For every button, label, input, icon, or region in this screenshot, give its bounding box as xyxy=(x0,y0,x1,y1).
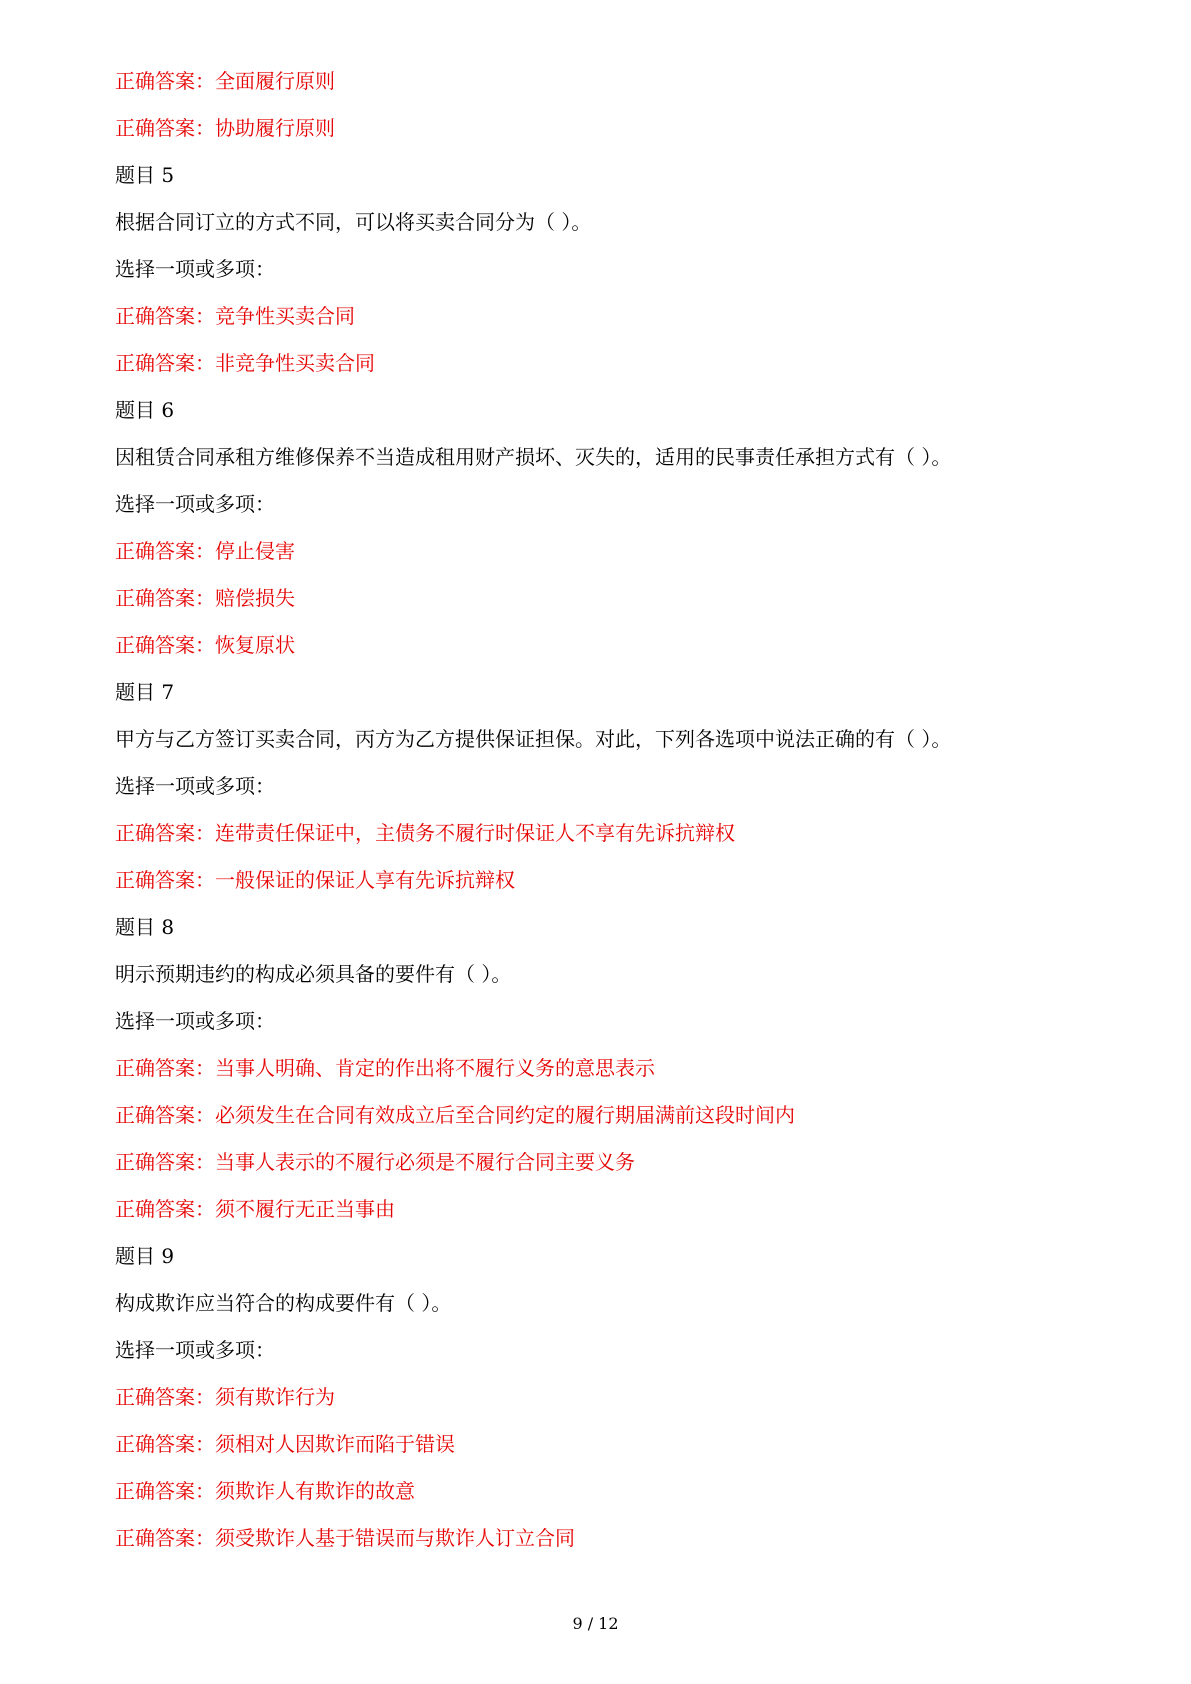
page-footer xyxy=(0,1614,1191,1633)
correct-answer: 正确答案：连带责任保证中，主债务不履行时保证人不享有先诉抗辩权 xyxy=(115,821,735,845)
correct-answer: 正确答案：恢复原状 xyxy=(115,633,295,657)
correct-answer: 正确答案：非竞争性买卖合同 xyxy=(115,351,375,375)
choice-prompt: 选择一项或多项： xyxy=(115,257,275,281)
page-number: 9 / 12 xyxy=(572,1614,619,1633)
correct-answer: 正确答案：须有欺诈行为 xyxy=(115,1385,335,1409)
correct-answer: 正确答案：须受欺诈人基于错误而与欺诈人订立合同 xyxy=(115,1526,575,1550)
correct-answer: 正确答案：一般保证的保证人享有先诉抗辩权 xyxy=(115,868,515,892)
correct-answer: 正确答案：须相对人因欺诈而陷于错误 xyxy=(115,1432,455,1456)
correct-answer: 正确答案：须不履行无正当事由 xyxy=(115,1197,395,1221)
question-number: 题目 9 xyxy=(115,1244,175,1268)
question-text: 根据合同订立的方式不同，可以将买卖合同分为（ ）。 xyxy=(115,210,592,234)
question-text: 因租赁合同承租方维修保养不当造成租用财产损坏、灭失的，适用的民事责任承担方式有（ ）。 xyxy=(115,445,952,469)
correct-answer: 正确答案：当事人表示的不履行必须是不履行合同主要义务 xyxy=(115,1150,635,1174)
correct-answer: 正确答案：停止侵害 xyxy=(115,539,295,563)
correct-answer: 正确答案：全面履行原则 xyxy=(115,69,335,93)
correct-answer: 正确答案：须欺诈人有欺诈的故意 xyxy=(115,1479,415,1503)
choice-prompt: 选择一项或多项： xyxy=(115,1009,275,1033)
choice-prompt: 选择一项或多项： xyxy=(115,492,275,516)
question-text: 构成欺诈应当符合的构成要件有（ ）。 xyxy=(115,1291,452,1315)
correct-answer: 正确答案：当事人明确、肯定的作出将不履行义务的意思表示 xyxy=(115,1056,655,1080)
question-number: 题目 5 xyxy=(115,163,175,187)
choice-prompt: 选择一项或多项： xyxy=(115,1338,275,1362)
correct-answer: 正确答案：赔偿损失 xyxy=(115,586,295,610)
content-lines xyxy=(115,62,1115,1566)
choice-prompt: 选择一项或多项： xyxy=(115,774,275,798)
question-number: 题目 8 xyxy=(115,915,175,939)
question-number: 题目 6 xyxy=(115,398,175,422)
correct-answer: 正确答案：必须发生在合同有效成立后至合同约定的履行期届满前这段时间内 xyxy=(115,1103,795,1127)
question-text: 甲方与乙方签订买卖合同，丙方为乙方提供保证担保。对此，下列各选项中说法正确的有（ ）。 xyxy=(115,727,952,751)
correct-answer: 正确答案：竞争性买卖合同 xyxy=(115,304,355,328)
correct-answer: 正确答案：协助履行原则 xyxy=(115,116,335,140)
question-number: 题目 7 xyxy=(115,680,175,704)
question-text: 明示预期违约的构成必须具备的要件有（ ）。 xyxy=(115,962,512,986)
